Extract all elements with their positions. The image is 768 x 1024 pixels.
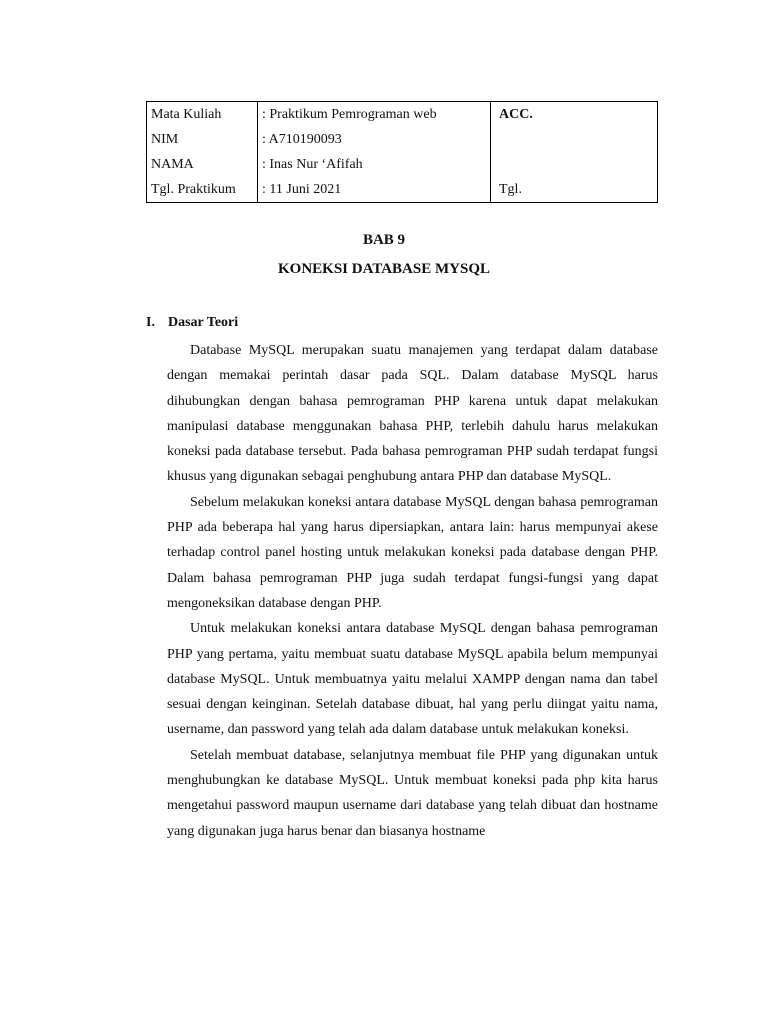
label-column: [147, 102, 258, 203]
value-nim: : A710190093: [262, 132, 342, 147]
value-tgl-praktikum: : 11 Juni 2021: [262, 182, 342, 197]
section-heading: [146, 315, 238, 331]
paragraph: Sebelum melakukan koneksi antara database MySQL dengan bahasa pemrograman PHP ada beberapa hal yang harus dipersiapkan, antara lain: harus mempunyai akese terhadap control panel hosting untuk melakukan koneksi pada database dengan PHP. Dalam bahasa pemrograman PHP juga sudah terdapat fungsi-fungsi yang dapat mengoneksikan database dengan PHP.: [167, 494, 658, 611]
paragraph: Database MySQL merupakan suatu manajemen yang terdapat dalam database dengan memakai perintah dasar pada SQL. Dalam database MySQL harus dihubungkan dengan bahasa pemrograman PHP karena untuk dapat melakukan manipulasi database menggunakan bahasa PHP, terlebih dahulu harus melakukan koneksi pada database tersebut. Pada bahasa pemrograman PHP sudah terdapat fungsi khusus yang digunakan sebagai penghubung antara PHP dan database MySQL.: [167, 343, 658, 485]
chapter-title: KONEKSI DATABASE MYSQL: [278, 261, 490, 277]
label-nim: NIM: [151, 132, 179, 147]
tgl-label: Tgl.: [499, 182, 522, 197]
paragraph: Untuk melakukan koneksi antara database MySQL dengan bahasa pemrograman PHP yang pertama, yaitu membuat suatu database MySQL apabila belum mempunyai database MySQL. Untuk membuatnya yaitu melalui XAMPP dengan nama dan tabel sesuai dengan keinginan. Setelah database dibuat, hal yang perlu diingat yaitu nama, username, dan password yang telah ada dalam database untuk melakukan koneksi.: [167, 621, 658, 738]
acc-column: [491, 102, 658, 203]
label-tgl-praktikum: Tgl. Praktikum: [151, 182, 236, 197]
label-mata-kuliah: Mata Kuliah: [151, 107, 222, 122]
acc-label: ACC.: [499, 107, 533, 122]
value-column: [258, 102, 491, 203]
paragraph: Setelah membuat database, selanjutnya membuat file PHP yang digunakan untuk menghubungkan ke database MySQL. Untuk membuat koneksi pada php kita harus mengetahui password maupun username dari database yang telah dibuat dan hostname yang digunakan juga harus benar dan biasanya hostname: [167, 747, 658, 839]
header-info-table: [146, 101, 658, 203]
section-title: Dasar Teori: [168, 315, 239, 330]
value-nama: : Inas Nur ‘Afifah: [262, 157, 363, 172]
section-number: I.: [146, 315, 155, 330]
section-body: [167, 338, 658, 844]
label-nama: NAMA: [151, 157, 194, 172]
value-mata-kuliah: : Praktikum Pemrograman web: [262, 107, 437, 122]
chapter-number: BAB 9: [362, 232, 406, 248]
